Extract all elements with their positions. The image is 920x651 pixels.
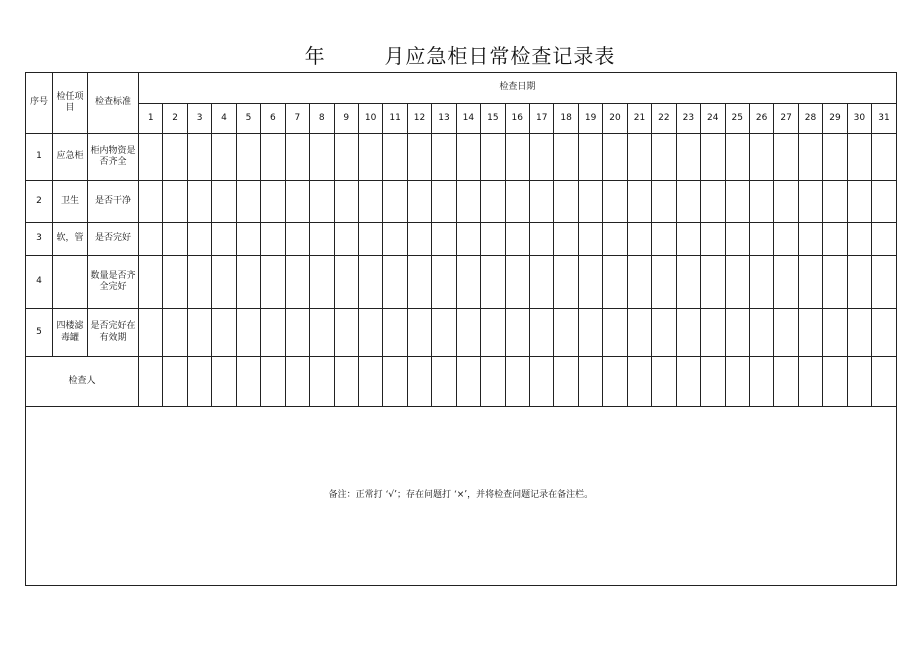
check-cell[interactable]	[823, 181, 847, 223]
check-cell[interactable]	[456, 181, 480, 223]
signature-cell[interactable]	[627, 357, 651, 407]
check-cell[interactable]	[847, 309, 871, 357]
signature-cell[interactable]	[212, 357, 236, 407]
signature-cell[interactable]	[798, 357, 822, 407]
check-cell[interactable]	[505, 309, 529, 357]
signature-cell[interactable]	[261, 357, 285, 407]
check-cell[interactable]	[334, 181, 358, 223]
check-cell[interactable]	[554, 309, 578, 357]
check-cell[interactable]	[432, 181, 456, 223]
check-cell[interactable]	[872, 309, 897, 357]
row-item: 卫生	[53, 181, 88, 223]
day-number-cell: 23	[676, 104, 700, 134]
day-number-cell: 14	[456, 104, 480, 134]
check-cell[interactable]	[358, 309, 382, 357]
inspector-label: 检查人	[26, 357, 139, 407]
check-cell[interactable]	[578, 309, 602, 357]
check-cell[interactable]	[872, 181, 897, 223]
row-seq: 4	[26, 256, 53, 309]
day-number-cell: 26	[749, 104, 773, 134]
check-cell[interactable]	[139, 309, 163, 357]
row-standard: 是否完好在有效期	[88, 309, 139, 357]
day-number-cell: 28	[798, 104, 822, 134]
item-header: 检任项目	[53, 73, 88, 134]
signature-cell[interactable]	[603, 357, 627, 407]
check-cell[interactable]	[236, 309, 260, 357]
check-cell[interactable]	[236, 223, 260, 256]
day-number-cell: 29	[823, 104, 847, 134]
check-cell[interactable]	[798, 181, 822, 223]
row-seq: 1	[26, 134, 53, 181]
check-cell[interactable]	[139, 134, 163, 181]
check-cell[interactable]	[652, 309, 676, 357]
check-cell[interactable]	[676, 309, 700, 357]
day-number-cell: 27	[774, 104, 798, 134]
check-cell[interactable]	[530, 223, 554, 256]
page-title: 年 月应急柜日常检查记录表	[304, 44, 616, 68]
check-cell[interactable]	[383, 223, 407, 256]
row-seq: 2	[26, 181, 53, 223]
check-cell[interactable]	[334, 223, 358, 256]
check-cell[interactable]	[725, 134, 749, 181]
signature-cell[interactable]	[847, 357, 871, 407]
table-row	[26, 181, 897, 223]
check-cell[interactable]	[236, 256, 260, 309]
day-number-cell: 7	[285, 104, 309, 134]
check-cell[interactable]	[261, 181, 285, 223]
day-number-cell: 20	[603, 104, 627, 134]
signature-cell[interactable]	[530, 357, 554, 407]
check-cell[interactable]	[603, 181, 627, 223]
check-cell[interactable]	[847, 223, 871, 256]
signature-cell[interactable]	[481, 357, 505, 407]
signature-cell[interactable]	[163, 357, 187, 407]
check-cell[interactable]	[432, 134, 456, 181]
check-cell[interactable]	[725, 223, 749, 256]
day-number-cell: 11	[383, 104, 407, 134]
check-cell[interactable]	[407, 256, 431, 309]
check-cell[interactable]	[676, 256, 700, 309]
check-cell[interactable]	[701, 309, 725, 357]
note-row	[26, 407, 897, 586]
signature-cell[interactable]	[725, 357, 749, 407]
check-cell[interactable]	[627, 134, 651, 181]
check-cell[interactable]	[481, 309, 505, 357]
row-item: 软，管	[53, 223, 88, 256]
check-cell[interactable]	[383, 309, 407, 357]
check-cell[interactable]	[725, 256, 749, 309]
check-cell[interactable]	[358, 181, 382, 223]
check-cell[interactable]	[139, 256, 163, 309]
inspection-table	[25, 72, 897, 586]
day-number-cell: 9	[334, 104, 358, 134]
check-cell[interactable]	[823, 134, 847, 181]
check-cell[interactable]	[163, 256, 187, 309]
date-group-header: 检查日期	[139, 73, 897, 104]
signature-cell[interactable]	[749, 357, 773, 407]
signature-cell[interactable]	[432, 357, 456, 407]
check-cell[interactable]	[872, 134, 897, 181]
row-seq: 5	[26, 309, 53, 357]
check-cell[interactable]	[505, 181, 529, 223]
check-cell[interactable]	[212, 134, 236, 181]
signature-cell[interactable]	[310, 357, 334, 407]
signature-cell[interactable]	[774, 357, 798, 407]
signature-cell[interactable]	[652, 357, 676, 407]
check-cell[interactable]	[481, 134, 505, 181]
check-cell[interactable]	[578, 223, 602, 256]
check-cell[interactable]	[530, 181, 554, 223]
day-number-cell: 18	[554, 104, 578, 134]
check-cell[interactable]	[163, 181, 187, 223]
check-cell[interactable]	[261, 223, 285, 256]
signature-cell[interactable]	[187, 357, 211, 407]
check-cell[interactable]	[847, 134, 871, 181]
check-cell[interactable]	[383, 181, 407, 223]
check-cell[interactable]	[603, 134, 627, 181]
check-cell[interactable]	[285, 309, 309, 357]
signature-cell[interactable]	[456, 357, 480, 407]
check-cell[interactable]	[652, 134, 676, 181]
check-cell[interactable]	[701, 223, 725, 256]
check-cell[interactable]	[774, 223, 798, 256]
day-number-cell: 12	[407, 104, 431, 134]
check-cell[interactable]	[310, 256, 334, 309]
check-cell[interactable]	[774, 309, 798, 357]
check-cell[interactable]	[554, 256, 578, 309]
signature-cell[interactable]	[676, 357, 700, 407]
check-cell[interactable]	[530, 256, 554, 309]
check-cell[interactable]	[187, 181, 211, 223]
check-cell[interactable]	[798, 134, 822, 181]
day-number-cell: 31	[872, 104, 897, 134]
table-row	[26, 134, 897, 181]
check-cell[interactable]	[603, 223, 627, 256]
check-cell[interactable]	[701, 134, 725, 181]
check-cell[interactable]	[798, 309, 822, 357]
check-cell[interactable]	[334, 134, 358, 181]
day-number-cell: 22	[652, 104, 676, 134]
check-cell[interactable]	[163, 134, 187, 181]
check-cell[interactable]	[432, 309, 456, 357]
check-cell[interactable]	[407, 181, 431, 223]
check-cell[interactable]	[701, 256, 725, 309]
day-number-cell: 25	[725, 104, 749, 134]
check-cell[interactable]	[236, 134, 260, 181]
check-cell[interactable]	[774, 256, 798, 309]
day-number-cell: 16	[505, 104, 529, 134]
day-number-cell: 17	[530, 104, 554, 134]
day-number-cell: 24	[701, 104, 725, 134]
signature-cell[interactable]	[578, 357, 602, 407]
check-cell[interactable]	[505, 223, 529, 256]
check-cell[interactable]	[358, 256, 382, 309]
inspector-row	[26, 357, 897, 407]
signature-cell[interactable]	[554, 357, 578, 407]
check-cell[interactable]	[798, 223, 822, 256]
check-cell[interactable]	[407, 223, 431, 256]
check-cell[interactable]	[456, 256, 480, 309]
check-cell[interactable]	[627, 223, 651, 256]
check-cell[interactable]	[481, 223, 505, 256]
check-cell[interactable]	[701, 181, 725, 223]
check-cell[interactable]	[139, 223, 163, 256]
check-cell[interactable]	[749, 223, 773, 256]
check-cell[interactable]	[212, 223, 236, 256]
check-cell[interactable]	[285, 134, 309, 181]
check-cell[interactable]	[627, 256, 651, 309]
check-cell[interactable]	[676, 223, 700, 256]
check-cell[interactable]	[139, 181, 163, 223]
row-seq: 3	[26, 223, 53, 256]
row-standard: 柜内物资是否齐全	[88, 134, 139, 181]
check-cell[interactable]	[310, 181, 334, 223]
day-number-cell: 13	[432, 104, 456, 134]
check-cell[interactable]	[847, 256, 871, 309]
check-cell[interactable]	[310, 309, 334, 357]
check-cell[interactable]	[823, 256, 847, 309]
check-cell[interactable]	[236, 181, 260, 223]
table-row	[26, 223, 897, 256]
check-cell[interactable]	[603, 309, 627, 357]
seq-header: 序号	[26, 73, 53, 134]
check-cell[interactable]	[872, 256, 897, 309]
signature-cell[interactable]	[285, 357, 309, 407]
day-number-row	[26, 104, 897, 134]
check-cell[interactable]	[676, 181, 700, 223]
check-cell[interactable]	[823, 223, 847, 256]
row-standard: 数量是否齐全完好	[88, 256, 139, 309]
check-cell[interactable]	[578, 134, 602, 181]
check-cell[interactable]	[310, 223, 334, 256]
row-standard: 是否完好	[88, 223, 139, 256]
check-cell[interactable]	[578, 181, 602, 223]
check-cell[interactable]	[530, 309, 554, 357]
check-cell[interactable]	[285, 256, 309, 309]
check-cell[interactable]	[627, 309, 651, 357]
day-number-cell: 21	[627, 104, 651, 134]
check-cell[interactable]	[798, 256, 822, 309]
day-number-cell: 4	[212, 104, 236, 134]
check-cell[interactable]	[456, 309, 480, 357]
check-cell[interactable]	[383, 134, 407, 181]
check-cell[interactable]	[456, 134, 480, 181]
check-cell[interactable]	[847, 181, 871, 223]
header-row	[26, 73, 897, 104]
check-cell[interactable]	[749, 309, 773, 357]
day-number-cell: 15	[481, 104, 505, 134]
standard-header: 检查标准	[88, 73, 139, 134]
check-cell[interactable]	[774, 134, 798, 181]
check-cell[interactable]	[554, 181, 578, 223]
day-number-cell: 2	[163, 104, 187, 134]
check-cell[interactable]	[725, 309, 749, 357]
check-cell[interactable]	[505, 134, 529, 181]
day-number-cell: 1	[139, 104, 163, 134]
check-cell[interactable]	[603, 256, 627, 309]
check-cell[interactable]	[530, 134, 554, 181]
check-cell[interactable]	[261, 256, 285, 309]
check-cell[interactable]	[407, 309, 431, 357]
check-cell[interactable]	[774, 181, 798, 223]
check-cell[interactable]	[749, 134, 773, 181]
check-cell[interactable]	[554, 223, 578, 256]
check-cell[interactable]	[872, 223, 897, 256]
table-row	[26, 256, 897, 309]
signature-cell[interactable]	[139, 357, 163, 407]
check-cell[interactable]	[187, 256, 211, 309]
check-cell[interactable]	[481, 181, 505, 223]
check-cell[interactable]	[334, 256, 358, 309]
day-number-cell: 19	[578, 104, 602, 134]
check-cell[interactable]	[187, 309, 211, 357]
check-cell[interactable]	[187, 223, 211, 256]
check-cell[interactable]	[823, 309, 847, 357]
note-text: 备注：正常打 ‘√’；存在问题打 ‘×’，并将检查问题记录在备注栏。	[26, 407, 897, 586]
check-cell[interactable]	[432, 223, 456, 256]
check-cell[interactable]	[725, 181, 749, 223]
row-item: 应急柜	[53, 134, 88, 181]
check-cell[interactable]	[212, 256, 236, 309]
check-cell[interactable]	[456, 223, 480, 256]
check-cell[interactable]	[578, 256, 602, 309]
check-cell[interactable]	[261, 309, 285, 357]
check-cell[interactable]	[358, 134, 382, 181]
row-item: 四楼滤毒罐	[53, 309, 88, 357]
check-cell[interactable]	[652, 181, 676, 223]
day-number-cell: 6	[261, 104, 285, 134]
signature-cell[interactable]	[407, 357, 431, 407]
day-number-cell: 30	[847, 104, 871, 134]
row-item	[53, 256, 88, 309]
check-cell[interactable]	[310, 134, 334, 181]
check-cell[interactable]	[676, 134, 700, 181]
check-cell[interactable]	[481, 256, 505, 309]
signature-cell[interactable]	[823, 357, 847, 407]
check-cell[interactable]	[505, 256, 529, 309]
signature-cell[interactable]	[334, 357, 358, 407]
check-cell[interactable]	[749, 256, 773, 309]
check-cell[interactable]	[212, 309, 236, 357]
check-cell[interactable]	[652, 256, 676, 309]
signature-cell[interactable]	[236, 357, 260, 407]
signature-cell[interactable]	[701, 357, 725, 407]
check-cell[interactable]	[749, 181, 773, 223]
check-cell[interactable]	[383, 256, 407, 309]
check-cell[interactable]	[554, 134, 578, 181]
day-number-cell: 5	[236, 104, 260, 134]
check-cell[interactable]	[432, 256, 456, 309]
check-cell[interactable]	[285, 181, 309, 223]
check-cell[interactable]	[627, 181, 651, 223]
check-cell[interactable]	[334, 309, 358, 357]
table-row	[26, 309, 897, 357]
day-number-cell: 3	[187, 104, 211, 134]
signature-cell[interactable]	[383, 357, 407, 407]
check-cell[interactable]	[285, 223, 309, 256]
signature-cell[interactable]	[872, 357, 897, 407]
check-cell[interactable]	[358, 223, 382, 256]
check-cell[interactable]	[163, 309, 187, 357]
check-cell[interactable]	[261, 134, 285, 181]
signature-cell[interactable]	[505, 357, 529, 407]
check-cell[interactable]	[652, 223, 676, 256]
check-cell[interactable]	[212, 181, 236, 223]
day-number-cell: 8	[310, 104, 334, 134]
check-cell[interactable]	[407, 134, 431, 181]
check-cell[interactable]	[163, 223, 187, 256]
row-standard: 是否干净	[88, 181, 139, 223]
day-number-cell: 10	[358, 104, 382, 134]
check-cell[interactable]	[187, 134, 211, 181]
signature-cell[interactable]	[358, 357, 382, 407]
